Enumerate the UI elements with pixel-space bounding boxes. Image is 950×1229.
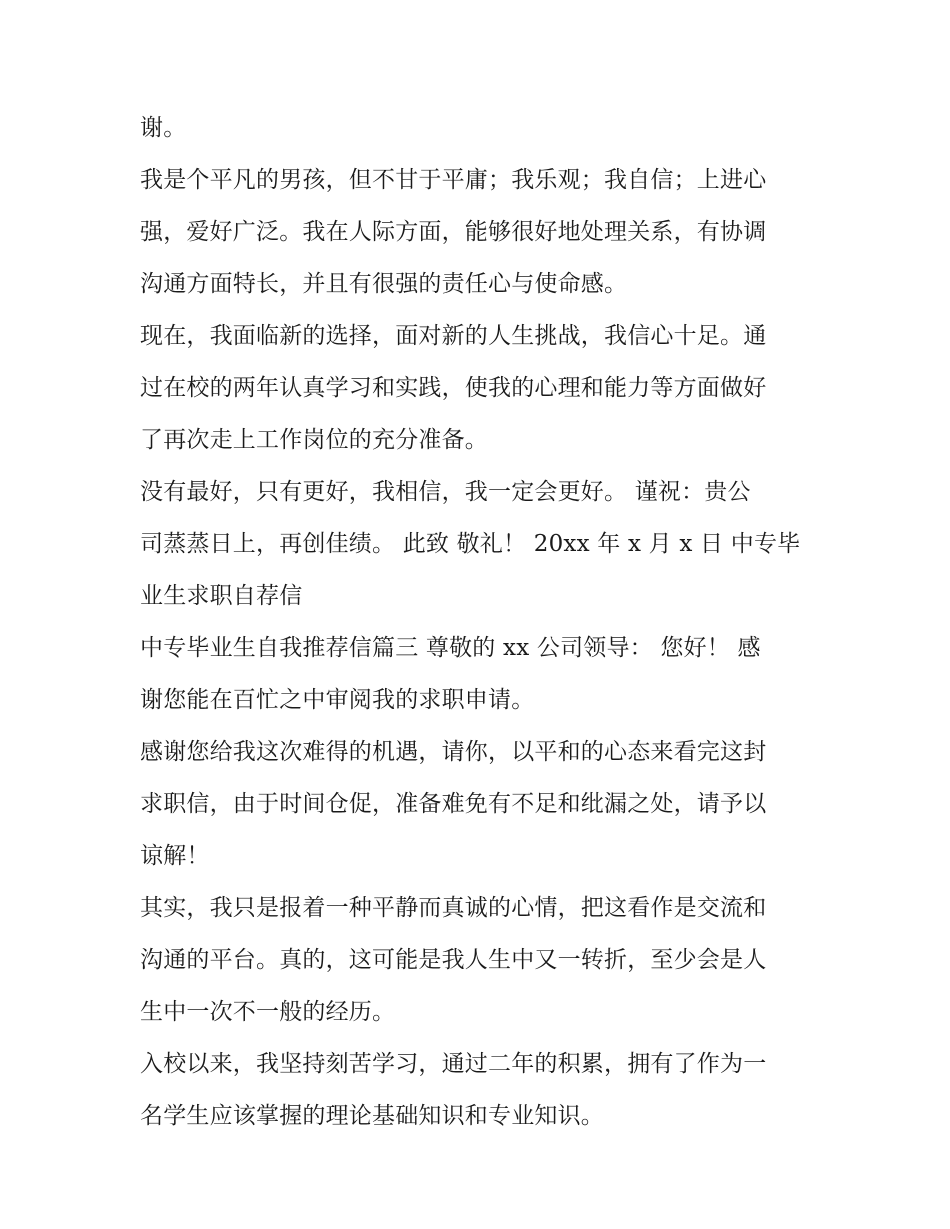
text-line: 没有最好，只有更好，我相信，我一定会更好。 谨祝：贵公 [140,479,751,505]
text-line: 名学生应该掌握的理论基础知识和专业知识。 [140,1103,604,1129]
text-line: 沟通方面特长，并且有很强的责任心与使命感。 [140,271,628,297]
text-line: 谢您能在百忙之中审阅我的求职申请。 [140,687,535,713]
text-line: 谅解！ [140,843,210,869]
text-line: 过在校的两年认真学习和实践，使我的心理和能力等方面做好 [140,375,767,401]
text-line: 谢。 [140,115,187,141]
text-line: 生中一次不一般的经历。 [140,999,396,1025]
text-line: 业生求职自荐信 [140,583,303,609]
text-line: 沟通的平台。真的，这可能是我人生中又一转折，至少会是人 [140,947,767,973]
text-line: 了再次走上工作岗位的充分准备。 [140,427,488,453]
text-line: 现在，我面临新的选择，面对新的人生挑战，我信心十足。通 [140,323,767,349]
text-line: 司蒸蒸日上，再创佳绩。 此致 敬礼！ 20xx 年 x 月 x 日 中专毕 [140,531,801,557]
text-line: 求职信，由于时间仓促，准备难免有不足和纰漏之处，请予以 [140,791,767,817]
document-body [140,102,820,1142]
text-line: 感谢您给我这次难得的机遇，请你，以平和的心态来看完这封 [140,739,767,765]
text-line: 中专毕业生自我推荐信篇三 尊敬的 xx 公司领导： 您好！ 感 [140,635,761,661]
text-line: 入校以来，我坚持刻苦学习，通过二年的积累，拥有了作为一 [140,1051,767,1077]
text-line: 强，爱好广泛。我在人际方面，能够很好地处理关系，有协调 [140,219,767,245]
text-line: 其实，我只是报着一种平静而真诚的心情，把这看作是交流和 [140,895,767,921]
text-line: 我是个平凡的男孩，但不甘于平庸；我乐观；我自信；上进心 [140,167,767,193]
